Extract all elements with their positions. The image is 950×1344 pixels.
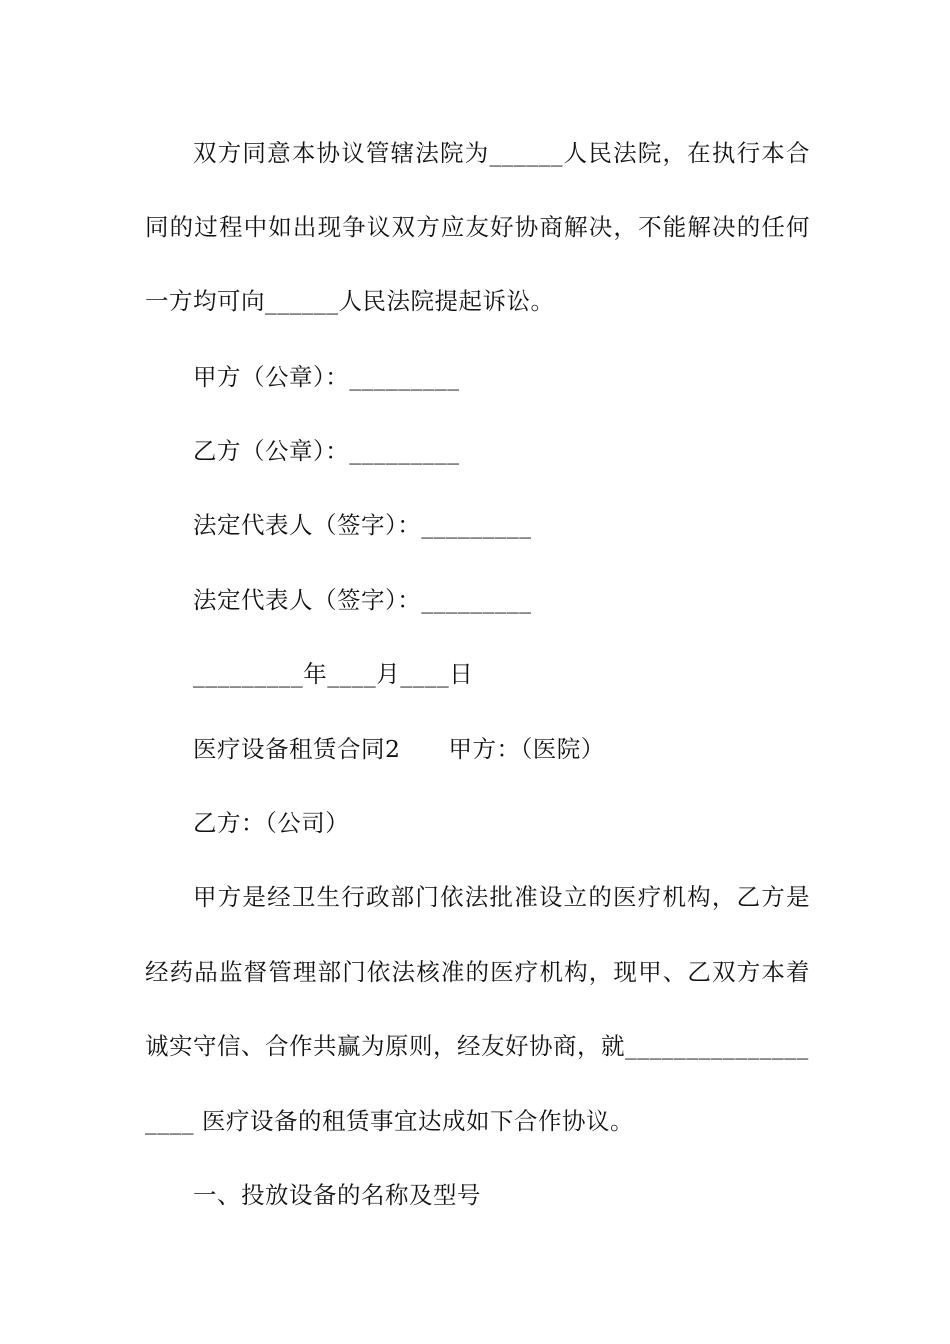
party-b-seal-line: 乙方（公章）：_________	[193, 437, 460, 465]
party-a-seal-line: 甲方（公章）：_________	[193, 363, 460, 391]
intro-paragraph-line-3: 诚实守信、合作共赢为原则，经友好协商，就_______________	[145, 1032, 809, 1060]
intro-paragraph-line-2: 经药品监督管理部门依法核准的医疗机构，现甲、乙双方本着	[145, 958, 810, 986]
section-heading-equipment: 一、投放设备的名称及型号	[193, 1181, 481, 1209]
intro-paragraph-line-1: 甲方是经卫生行政部门依法批准设立的医疗机构，乙方是	[193, 883, 810, 911]
jurisdiction-paragraph-line-2: 同的过程中如出现争议双方应友好协商解决，不能解决的任何	[145, 213, 810, 241]
jurisdiction-paragraph-line-3: 一方均可向______人民法院提起诉讼。	[145, 287, 555, 315]
intro-paragraph-line-4: ____ 医疗设备的租赁事宜达成如下合作协议。	[145, 1107, 634, 1135]
contract-title-party-a: 医疗设备租赁合同2 甲方：（医院）	[193, 735, 605, 763]
legal-representative-signature-line-1: 法定代表人（签字）：_________	[193, 511, 532, 539]
date-line: _________年____月____日	[193, 660, 474, 688]
jurisdiction-paragraph-line-1: 双方同意本协议管辖法院为______人民法院，在执行本合	[193, 139, 810, 167]
legal-representative-signature-line-2: 法定代表人（签字）：_________	[193, 586, 532, 614]
party-b-line: 乙方：（公司）	[193, 809, 350, 837]
